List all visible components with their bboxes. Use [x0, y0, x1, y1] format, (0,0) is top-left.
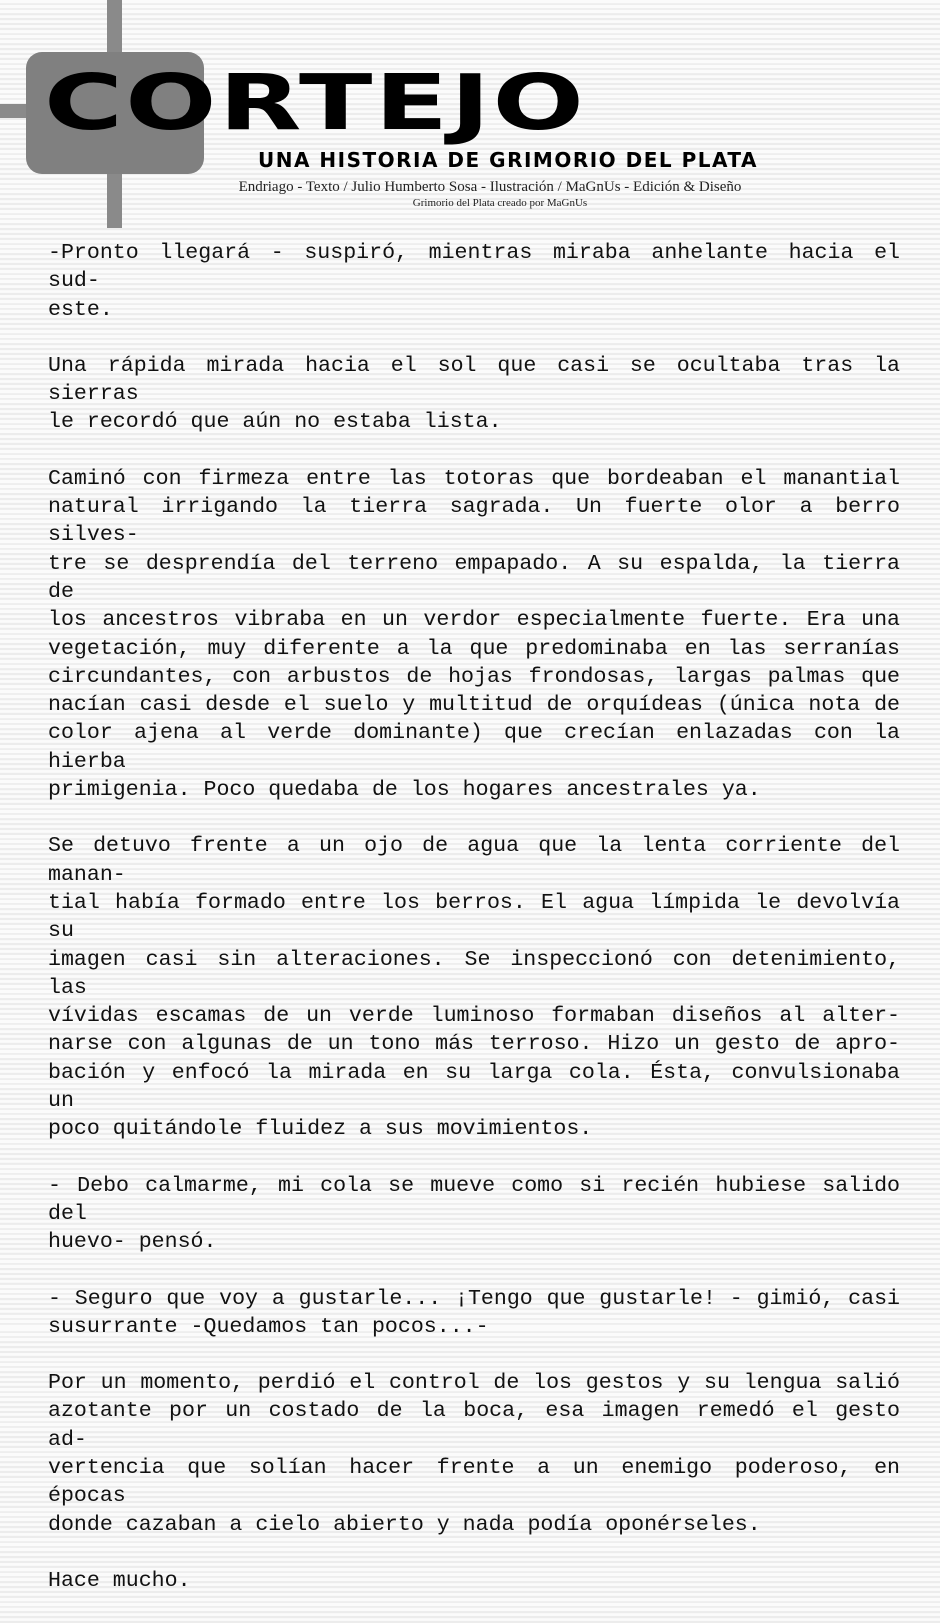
story-line: -Pronto llegará - suspiró, mientras miraba anhelante hacia el sud- — [48, 241, 900, 294]
story-line: primigenia. Poco quedaba de los hogares ancestrales ya. — [48, 778, 761, 803]
story-line: tre se desprendía del terreno empapado. A su espalda, la tierra de — [48, 551, 900, 604]
story-line: Se detuvo frente a un ojo de agua que la lenta corriente del manan- — [48, 834, 900, 887]
story-line: este. — [48, 297, 113, 322]
story-line: vertencia que solían hacer frente a un enemigo poderoso, en épocas — [48, 1455, 900, 1509]
story-line: color ajena al verde dominante) que crecían enlazadas con la hierba — [48, 721, 900, 774]
credits-line: Endriago - Texto / Julio Humberto Sosa - Ilustración / MaGnUs - Edición & Diseño — [238, 179, 742, 195]
story-line: - Seguro que voy a gustarle... ¡Tengo que gustarle! - gimió, casi — [48, 1286, 900, 1311]
story-paragraph — [48, 1285, 900, 1342]
story-line: susurrante -Quedamos tan pocos...- — [48, 1314, 489, 1339]
story-paragraph — [48, 239, 900, 324]
story-line: natural irrigando la tierra sagrada. Un fuerte olor a berro silves- — [48, 495, 900, 548]
story-line: vívidas escamas de un verde luminoso formaban diseños al alter- — [48, 1004, 900, 1029]
story-line: los ancestros vibraba en un verdor especialmente fuerte. Era una — [48, 608, 900, 633]
story-paragraph — [48, 465, 900, 805]
story-line: circundantes, con arbustos de hojas frondosas, largas palmas que — [48, 664, 900, 689]
story-line: Caminó con firmeza entre las totoras que bordeaban el manantial — [48, 466, 900, 491]
story-line: bación y enfocó la mirada en su larga cola. Ésta, convulsionaba un — [48, 1060, 900, 1114]
story-subtitle: UNA HISTORIA DE GRIMORIO DEL PLATA — [258, 148, 758, 172]
story-line: vegetación, muy diferente a la que predominaba en las serranías — [48, 636, 900, 661]
story-line: huevo- pensó. — [48, 1230, 217, 1255]
story-paragraph — [48, 832, 900, 1143]
story-paragraph — [48, 1369, 900, 1539]
story-paragraph — [48, 352, 900, 437]
story-line: Hace mucho. — [48, 1568, 191, 1593]
story-line: Una rápida mirada hacia el sol que casi se ocultaba tras la sierras — [48, 353, 900, 407]
page-header — [0, 0, 940, 225]
story-line: narse con algunas de un tono más terroso. Hizo un gesto de apro- — [48, 1032, 900, 1057]
story-line: azotante por un costado de la boca, esa imagen remedó el gesto ad- — [48, 1399, 900, 1452]
story-line: Por un momento, perdió el control de los gestos y su lengua salió — [48, 1371, 900, 1396]
story-line: le recordó que aún no estaba lista. — [48, 410, 502, 435]
story-title: CORTEJO — [44, 57, 587, 148]
story-line: donde cazaban a cielo abierto y nada podía oponérseles. — [48, 1512, 761, 1537]
story-paragraph — [48, 1172, 900, 1257]
creator-note: Grimorio del Plata creado por MaGnUs — [412, 197, 588, 209]
story-body — [48, 239, 900, 1623]
story-line: poco quitándole fluidez a sus movimientos. — [48, 1117, 593, 1142]
story-line: - Debo calmarme, mi cola se mueve como si recién hubiese salido del — [48, 1173, 900, 1226]
story-paragraph — [48, 1567, 900, 1595]
story-line: tial había formado entre los berros. El agua límpida le devolvía su — [48, 890, 900, 944]
story-line: imagen casi sin alteraciones. Se inspeccionó con detenimiento, las — [48, 947, 900, 1000]
story-line: nacían casi desde el suelo y multitud de orquídeas (única nota de — [48, 693, 900, 718]
